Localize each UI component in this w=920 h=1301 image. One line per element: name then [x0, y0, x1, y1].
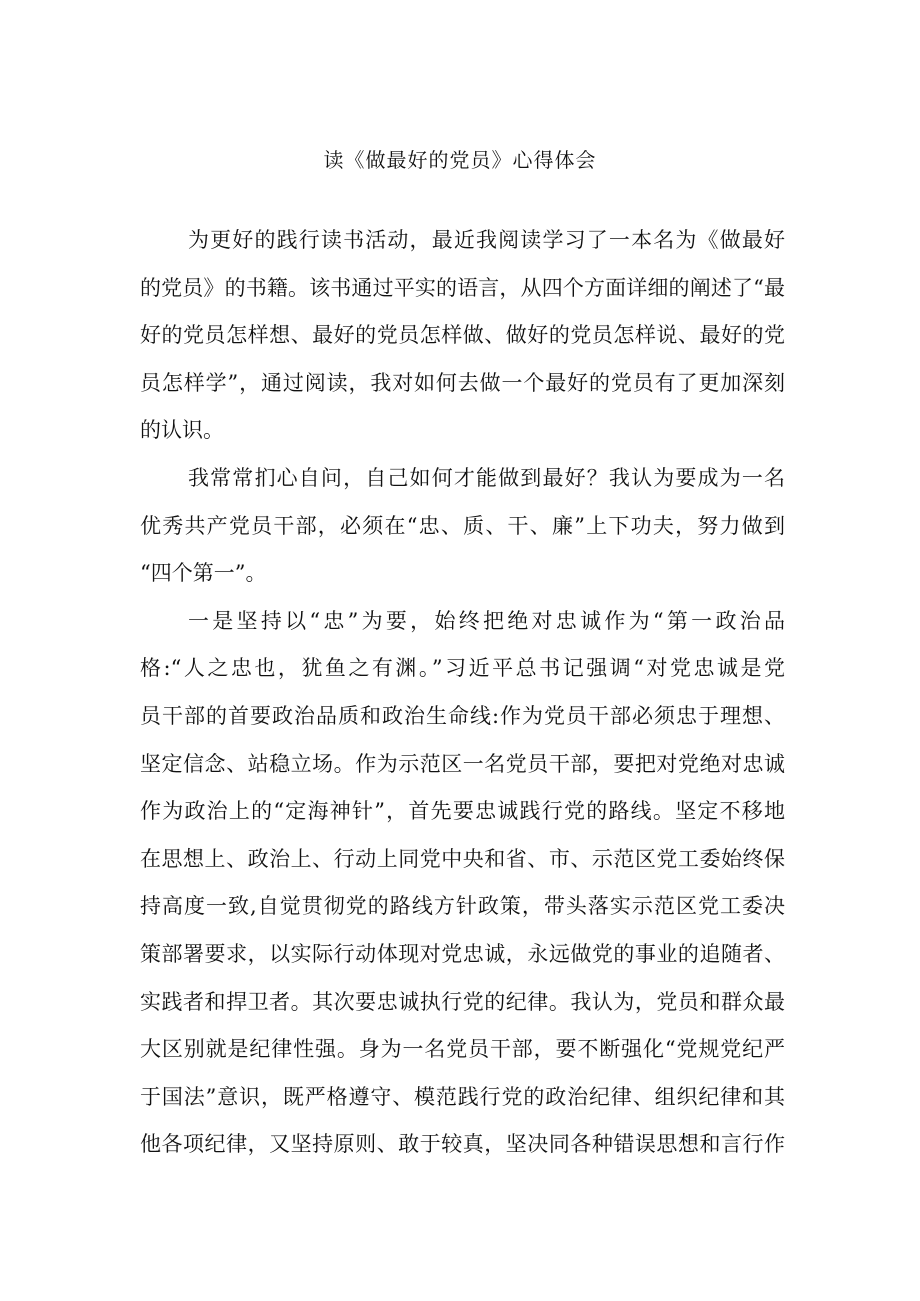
paragraph-line: 他各项纪律，又坚持原则、敢于较真，坚决同各种错误思想和言行作	[140, 1132, 785, 1157]
paragraph-line: 实践者和捍卫者。其次要忠诚执行党的纪律。我认为，党员和群众最	[140, 989, 785, 1014]
paragraph-line: 在思想上、政治上、行动上同党中央和省、市、示范区党工委始终保	[140, 846, 785, 871]
paragraph-line: 大区别就是纪律性强。身为一名党员干部，要不断强化“党规党纪严	[140, 1037, 785, 1062]
paragraph-line: 优秀共产党员干部，必须在“忠、质、干、廉”上下功夫，努力做到	[140, 513, 785, 538]
paragraph-line: 一是坚持以“忠”为要，始终把绝对忠诚作为“第一政治品	[188, 608, 785, 633]
paragraph-line: “四个第一”。	[140, 561, 267, 586]
document-title: 读《做最好的党员》心得体会	[323, 148, 597, 172]
paragraph-line: 坚定信念、站稳立场。作为示范区一名党员干部，要把对党绝对忠诚	[140, 751, 785, 776]
paragraph-line: 于国法”意识，既严格遵守、模范践行党的政治纪律、组织纪律和其	[140, 1084, 785, 1109]
paragraph-line: 持高度一致,自觉贯彻党的路线方针政策，带头落实示范区党工委决	[140, 894, 785, 919]
paragraph-line: 员怎样学”，通过阅读，我对如何去做一个最好的党员有了更加深刻	[140, 370, 785, 395]
paragraph-line: 的党员》的书籍。该书通过平实的语言，从四个方面详细的阐述了“最	[140, 275, 785, 300]
paragraph-line: 员干部的首要政治品质和政治生命线:作为党员干部必须忠于理想、	[140, 703, 785, 728]
paragraph-line: 我常常扪心自问，自己如何才能做到最好？我认为要成为一名	[188, 465, 785, 490]
paragraph-line: 格:“人之忠也，犹鱼之有渊。”习近平总书记强调“对党忠诚是党	[140, 656, 785, 681]
paragraph-line: 好的党员怎样想、最好的党员怎样做、做好的党员怎样说、最好的党	[140, 323, 785, 348]
paragraph-line: 作为政治上的“定海神针”，首先要忠诚践行党的路线。坚定不移地	[140, 799, 785, 824]
paragraph-line: 的认识。	[140, 418, 224, 443]
paragraph-line: 为更好的践行读书活动，最近我阅读学习了一本名为《做最好	[188, 228, 785, 252]
document-body	[140, 217, 785, 1169]
paragraph-line: 策部署要求，以实际行动体现对党忠诚，永远做党的事业的追随者、	[140, 941, 785, 966]
